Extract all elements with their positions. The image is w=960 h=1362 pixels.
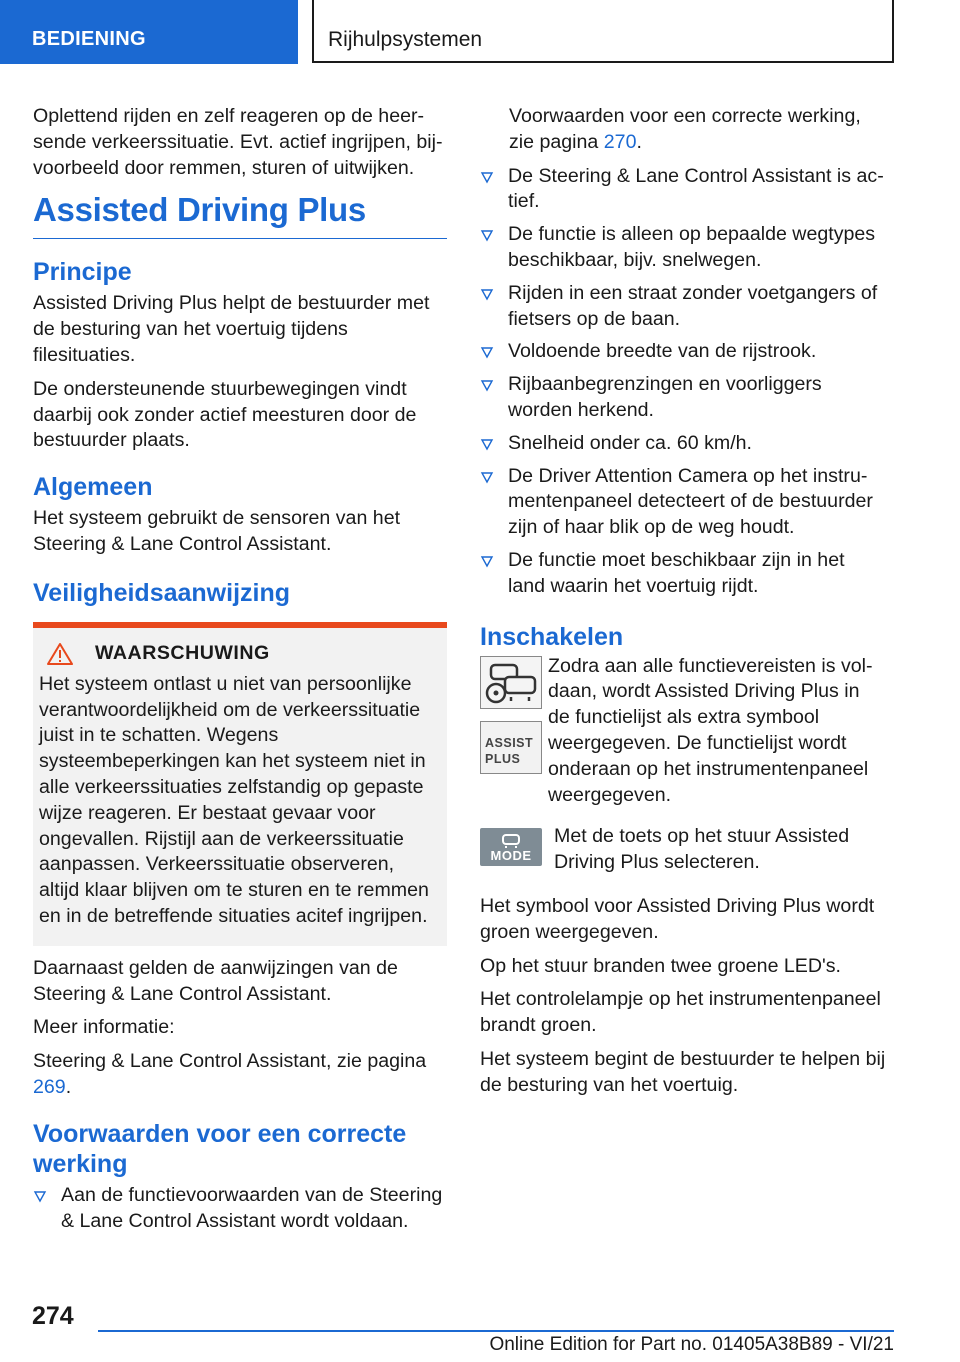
mode-paragraph: Met de toets op het stuur Assisted Driving Plus selecteren. — [554, 825, 850, 874]
footer-edition: Online Edition for Part no. 01405A38B89 - VI/21 — [489, 1334, 894, 1355]
steering-cars-icon — [481, 657, 541, 708]
warning-title: WAARSCHUWING — [95, 642, 270, 665]
list-item: De Steering & Lane Control Assistant is actief. — [480, 164, 886, 216]
bullet-triangle-icon — [480, 375, 494, 395]
list-item: De functie is alleen op bepaalde wegtypes beschikbaar, bijv. snelwegen. — [480, 222, 886, 274]
heading-inschakelen: Inschakelen — [480, 622, 624, 651]
algemeen-paragraph: Het systeem gebruikt de sensoren van het Steering & Lane Control Assistant. — [33, 507, 401, 555]
list-item: Voldoende breedte van de rijstrook. — [480, 339, 886, 365]
page-title: Assisted Driving Plus — [33, 191, 447, 239]
bullet-triangle-icon — [480, 342, 494, 362]
symbol-stack — [480, 656, 544, 817]
chapter-title: Rijhulpsystemen — [328, 28, 483, 51]
right-column — [480, 104, 886, 1107]
voorwaarden-reference: Voorwaarden voor een correcte werking, zie pagina 270. — [509, 105, 861, 153]
warning-triangle-icon — [47, 642, 73, 666]
controlelampje-paragraph: Het controlelampje op het instrumentenpaneel brandt groen. — [480, 988, 881, 1037]
bullet-triangle-icon — [480, 467, 494, 487]
voorwaarden-list — [33, 1183, 447, 1235]
heading-principe: Principe — [33, 258, 132, 287]
page-link-269[interactable]: 269 — [33, 1075, 66, 1098]
mode-button-icon — [480, 828, 542, 866]
chapter-header — [312, 0, 894, 63]
heading-algemeen: Algemeen — [33, 473, 153, 502]
list-item: Rijbaanbegrenzingen en voorliggers worden herkend. — [480, 372, 886, 424]
principe-paragraph-1: Assisted Driving Plus helpt de bestuurder met de besturing van het voertuig tijdens filesituaties. — [33, 292, 430, 366]
assist-label: ASSIST — [485, 735, 534, 750]
mode-block — [480, 826, 886, 884]
car-icon — [501, 831, 521, 849]
conditions-list — [480, 164, 886, 600]
list-item: De Driver Attention Camera op het instrumentenpaneel detecteert of de bestuurder zijn of haar blik op de weg houdt. — [480, 464, 886, 541]
bullet-triangle-icon — [480, 284, 494, 304]
symbool-paragraph: Het symbool voor Assisted Driving Plus wordt groen weergegeven. — [480, 894, 875, 943]
section-tab — [0, 0, 298, 64]
heading-veiligheidsaanwijzing: Veiligheidsaanwijzing — [33, 578, 291, 607]
bullet-triangle-icon — [480, 434, 494, 454]
assisted-driving-symbol-icon — [480, 656, 542, 709]
inschakelen-paragraph: Zodra aan alle functievereisten is voldaan, wordt Assisted Driving Plus in de functielijst als extra symbool weergegeven. De functielijst wordt onderaan op het instrumentenpaneel weergegeven. — [548, 654, 873, 806]
bullet-triangle-icon — [480, 167, 494, 187]
footer-rule — [98, 1330, 894, 1332]
led-paragraph: Op het stuur branden twee groene LED's. — [480, 954, 842, 977]
steering-reference: Steering & Lane Control Assistant, zie pagina 269. — [33, 1050, 427, 1098]
steering-reference-text: Steering & Lane Control Assistant, zie pagina — [33, 1050, 427, 1073]
list-item: Aan de functievoorwaarden van de Steering & Lane Control Assistant wordt voldaan. — [33, 1183, 447, 1235]
warning-box — [33, 622, 447, 946]
plus-label: PLUS — [485, 751, 521, 766]
principe-paragraph-2: De ondersteunende stuurbewegingen vindt daarbij ook zonder actief meesturen door de bestuurder plaats. — [33, 377, 417, 452]
list-item: Rijden in een straat zonder voetgangers of fietsers op de baan. — [480, 281, 886, 333]
page-link-270[interactable]: 270 — [603, 130, 637, 153]
list-item: De functie moet beschikbaar zijn in het land waarin het voertuig rijdt. — [480, 548, 886, 600]
warning-header — [39, 642, 439, 666]
bullet-triangle-icon — [480, 225, 494, 245]
intro-paragraph: Oplettend rijden en zelf reageren op de heersende verkeerssituatie. Evt. actief ingrijpen, bijvoorbeeld door remmen, sturen of uitwijken. — [33, 105, 443, 179]
left-column — [33, 104, 447, 1242]
warning-text: Het systeem ontlast u niet van persoonlijke verantwoordelijkheid om de verkeerssituatie juist in te schatten. Wegens systeembeperkingen kan het systeem niet in alle verkeerssituaties zelfstandig op gepaste wijze reageren. Er bestaat gevaar voor ongevallen. Rijstijl aan de verkeerssituatie aanpassen. Verkeerssituatie observeren, altijd klaar blijven om te sturen en te remmen en in de betreffende situaties acitef ingrijpen. — [39, 672, 429, 927]
inschakelen-block — [480, 656, 886, 817]
bullet-triangle-icon — [480, 551, 494, 571]
heading-voorwaarden: Voorwaarden voor een correcte werking — [33, 1119, 407, 1178]
page-number: 274 — [32, 1302, 74, 1330]
meer-informatie-label: Meer informatie: — [33, 1016, 175, 1039]
daarnaast-paragraph: Daarnaast gelden de aanwijzingen van de Steering & Lane Control Assistant. — [33, 956, 398, 1005]
voorwaarden-reference-text: Voorwaarden voor een correcte werking, zie pagina — [509, 105, 861, 153]
list-item: Snelheid onder ca. 60 km/h. — [480, 431, 886, 457]
bullet-triangle-icon — [33, 1186, 47, 1206]
section-label: BEDIENING — [32, 28, 146, 50]
mode-label: MODE — [490, 848, 532, 864]
begint-paragraph: Het systeem begint de bestuurder te helpen bij de besturing van het voertuig. — [480, 1047, 886, 1096]
assist-plus-icon — [480, 721, 542, 774]
